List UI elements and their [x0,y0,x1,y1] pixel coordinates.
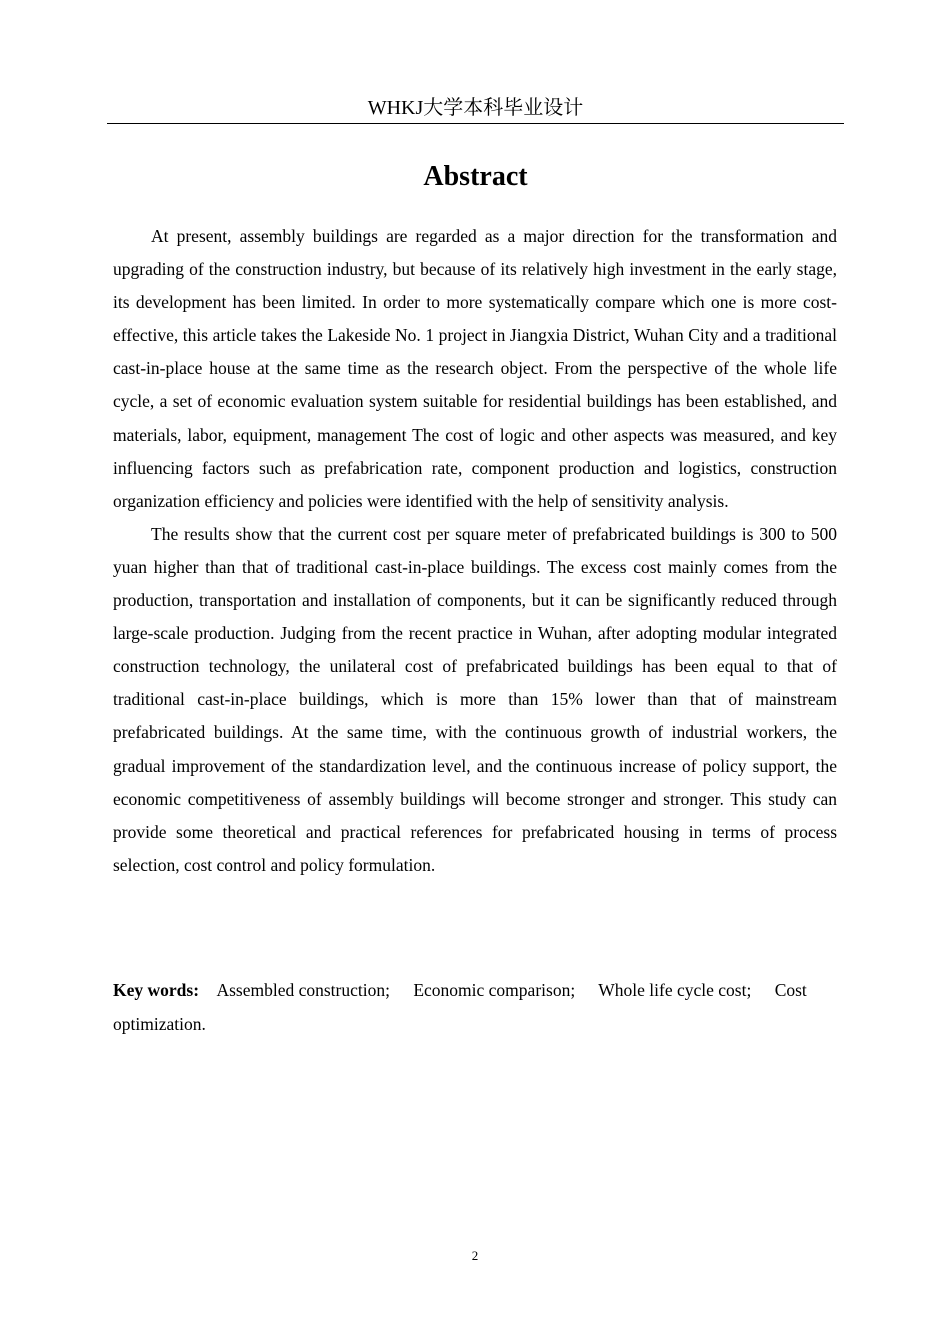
page-title: Abstract [423,161,528,192]
abstract-paragraph-1: At present, assembly buildings are regarded as a major direction for the transformation and upgrading of the construction industry, but because of its relatively high investment in the early stage, its development has been limited. In order to more systematically compare which one is more cost-effective, this article takes the Lakeside No. 1 project in Jiangxia District, Wuhan City and a traditional cast-in-place house at the same time as the research object. From the perspective of the whole life cycle, a set of economic evaluation system suitable for residential buildings has been established, and materials, labor, equipment, management The cost of logic and other aspects was measured, and key influencing factors such as prefabrication rate, component production and logistics, construction organization efficiency and policies were identified with the help of sensitivity analysis. [113,226,837,511]
header-rule [107,123,844,124]
keywords [113,973,837,1041]
page-number: 2 [471,1248,479,1263]
keyword-item: Cost optimization. [113,980,807,1034]
abstract-paragraph-2: The results show that the current cost per square meter of prefabricated buildings is 300 to 500 yuan higher than that of traditional cast-in-place buildings. The excess cost mainly comes from the production, transportation and installation of components, but it can be significantly reduced through large-scale production. Judging from the recent practice in Wuhan, after adopting modular integrated construction technology, the unilateral cost of prefabricated buildings has been equal to that of traditional cast-in-place buildings, which is more than 15% lower than that of mainstream prefabricated buildings. At the same time, with the continuous growth of industrial workers, the gradual improvement of the standardization level, and the continuous increase of policy support, the economic competitiveness of assembly buildings will become stronger and stronger. This study can provide some theoretical and practical references for prefabricated housing in terms of process selection, cost control and policy formulation. [113,523,837,875]
running-header: WHKJ大学本科毕业设计 [367,97,584,119]
keyword-item: Economic comparison; [413,980,576,1000]
keyword-item: Whole life cycle cost; [598,980,752,1000]
keywords-label: Key words: [113,980,200,1000]
keyword-item: Assembled construction; [216,980,390,1000]
abstract-body [113,220,837,882]
